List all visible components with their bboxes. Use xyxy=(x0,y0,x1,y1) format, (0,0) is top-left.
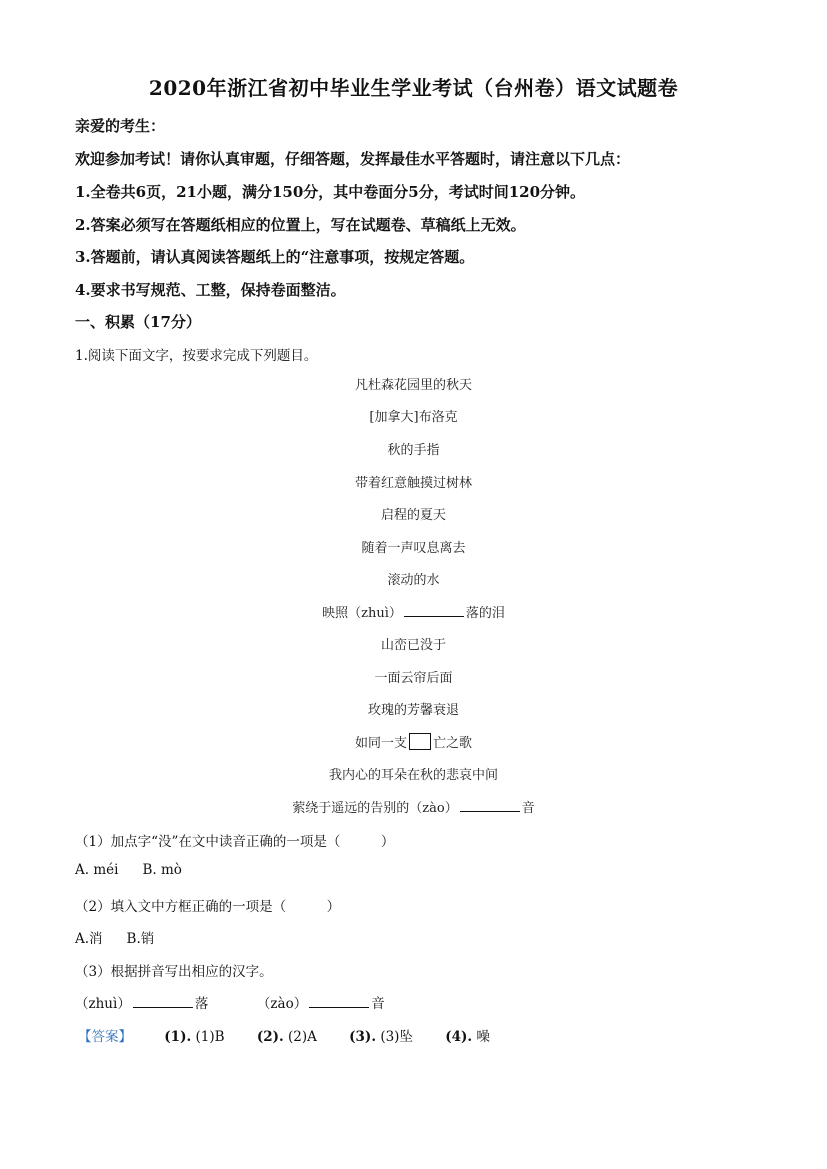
poem-line: 一面云帘后面 xyxy=(374,671,453,686)
poem-line-text: 落的泪 xyxy=(465,606,505,621)
option-a[interactable]: A.消 xyxy=(75,931,103,947)
poem-line-zhui xyxy=(0,602,827,621)
note-1: 1.全卷共6页，21小题，满分150分，其中卷面分5分，考试时间120分钟。 xyxy=(75,183,586,201)
fill-box[interactable] xyxy=(409,733,431,750)
fill-blank[interactable] xyxy=(133,995,193,1008)
poem-line-text: 映照（zhuì） xyxy=(322,606,402,621)
sub-question-1: （1）加点字“没”在文中读音正确的一项是（ ） xyxy=(75,834,395,850)
poem-line: 秋的手指 xyxy=(387,443,440,458)
poem-line-text: 萦绕于遥远的告别的（zào） xyxy=(292,801,458,816)
sub-question-3: （3）根据拼音写出相应的汉字。 xyxy=(75,964,273,980)
fill-blank[interactable] xyxy=(460,799,520,812)
answer-num: (2). xyxy=(256,1029,284,1045)
poem-line: 山峦已没于 xyxy=(380,638,446,653)
option-a[interactable]: A. méi xyxy=(75,862,119,878)
poem-line-text: 如同一支 xyxy=(354,736,407,751)
poem-title: 凡杜森花园里的秋天 xyxy=(354,378,472,393)
answer-row xyxy=(78,1025,490,1045)
answer-text: (2)A xyxy=(287,1029,317,1045)
sub-question-2: （2）填入文中方框正确的一项是（ ） xyxy=(75,899,341,915)
note-3: 3.答题前，请认真阅读答题纸上的“注意事项，按规定答题。 xyxy=(75,248,475,266)
pinyin-label: （zào） xyxy=(256,996,308,1012)
note-2: 2.答案必须写在答题纸相应的位置上，写在试题卷、草稿纸上无效。 xyxy=(75,216,526,234)
blank-suffix: 落 xyxy=(194,996,209,1012)
poem-line: 我内心的耳朵在秋的悲哀中间 xyxy=(328,768,498,783)
answer-text: (1)B xyxy=(195,1029,225,1045)
answer-item xyxy=(164,1029,224,1045)
answer-text: (3)坠 xyxy=(380,1029,413,1045)
poem-line: 滚动的水 xyxy=(387,573,440,588)
poem-line: 带着红意触摸过树林 xyxy=(354,476,472,491)
greeting: 亲爱的考生： xyxy=(75,117,166,135)
poem-author: [加拿大]布洛克 xyxy=(369,410,458,425)
fill-blank[interactable] xyxy=(404,604,464,617)
poem-line-text: 音 xyxy=(521,801,535,816)
poem-line-zao xyxy=(0,797,827,816)
answer-num: (3). xyxy=(349,1029,377,1045)
answer-item xyxy=(349,1025,413,1045)
answer-num: (4). xyxy=(445,1029,473,1045)
poem-line: 随着一声叹息离去 xyxy=(361,541,466,556)
option-b[interactable]: B. mò xyxy=(142,862,182,878)
answer-item xyxy=(257,1029,317,1045)
answer-item xyxy=(445,1025,490,1045)
pinyin-label: （zhuì） xyxy=(75,996,131,1012)
section-heading: 一、积累（17分） xyxy=(75,313,201,331)
poem-line-text: 亡之歌 xyxy=(433,736,473,751)
option-b[interactable]: B.销 xyxy=(126,931,155,947)
blank-suffix: 音 xyxy=(371,996,385,1012)
answer-tag: 【答案】 xyxy=(78,1029,132,1045)
answer-num: (1). xyxy=(164,1029,192,1045)
poem-line-box xyxy=(0,732,827,751)
poem-line: 启程的夏天 xyxy=(380,508,446,523)
poem-line: 玫瑰的芳馨衰退 xyxy=(367,703,459,718)
note-4: 4.要求书写规范、工整，保持卷面整洁。 xyxy=(75,281,346,299)
fill-blank[interactable] xyxy=(309,995,369,1008)
sub-question-3-blanks xyxy=(75,992,385,1012)
sub-question-2-options xyxy=(75,927,154,947)
sub-question-1-options xyxy=(75,862,182,878)
answer-text: 噪 xyxy=(476,1029,490,1045)
question-intro: 1.阅读下面文字，按要求完成下列题目。 xyxy=(75,348,318,364)
intro-text: 欢迎参加考试！请你认真审题，仔细答题，发挥最佳水平答题时，请注意以下几点： xyxy=(75,150,631,168)
page-title: 2020年浙江省初中毕业生学业考试（台州卷）语文试题卷 xyxy=(148,76,679,100)
